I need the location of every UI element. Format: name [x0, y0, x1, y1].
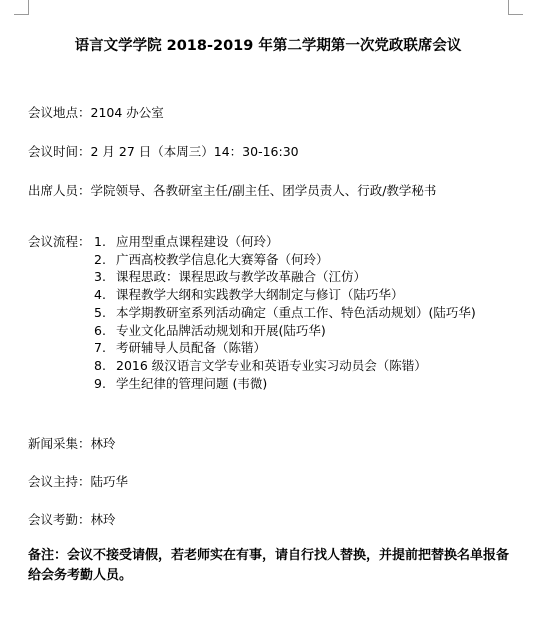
- agenda-item: [94, 322, 476, 340]
- remark-note: 备注：会议不接受请假，若老师实在有事，请自行找人替换，并提前把替换名单报备给会务考勤人员。: [28, 548, 510, 583]
- agenda-item: [94, 233, 476, 251]
- agenda-item-text: 学生纪律的管理问题 (韦微): [116, 375, 268, 391]
- agenda-item-text: 应用型重点课程建设（何玲）: [116, 234, 279, 249]
- agenda-item-text: 课程思政：课程思政与教学改革融合（江仿）: [116, 269, 367, 285]
- agenda-item-text: 本学期教研室系列活动确定（重点工作、特色活动规划）(陆巧华): [116, 304, 476, 320]
- meeting-host: 会议主持：陆巧华: [28, 474, 129, 489]
- agenda-item-number: 5.: [94, 304, 106, 320]
- meeting-time: 会议时间：2 月 27 日（本周三）14：30-16:30: [28, 144, 299, 159]
- agenda-item-text: 课程教学大纲和实践教学大纲制定与修订（陆巧华）: [116, 287, 404, 303]
- agenda-item-number: 9.: [94, 375, 106, 391]
- agenda-item-number: 2.: [94, 251, 106, 267]
- agenda-item-number: 3.: [94, 269, 106, 285]
- agenda-label: 会议流程：: [28, 234, 91, 249]
- agenda-item: [94, 375, 476, 393]
- agenda-item-number: 6.: [94, 322, 106, 338]
- agenda-item-text: 考研辅导人员配备（陈锴）: [116, 340, 267, 356]
- agenda-item: [94, 357, 476, 375]
- agenda-item-text: 广西高校教学信息化大赛筹备（何玲）: [116, 251, 329, 267]
- meeting-attendees: 出席人员：学院领导、各教研室主任/副主任、团学员责人、行政/教学秘书: [28, 183, 437, 198]
- meeting-location: 会议地点：2104 办公室: [28, 105, 164, 120]
- agenda-item-text: 2016 级汉语言文学专业和英语专业实习动员会（陈锴）: [116, 357, 427, 373]
- page-corner-mark-left: [14, 0, 29, 15]
- document-title: 语言文学学院 2018-2019 年第二学期第一次党政联席会议: [74, 38, 462, 54]
- agenda-item-number: 8.: [94, 357, 106, 373]
- agenda-item-number: 4.: [94, 287, 106, 303]
- page-corner-mark-right: [508, 0, 523, 15]
- attendance-keeper: 会议考勤：林玲: [28, 512, 116, 527]
- agenda-item: [94, 268, 476, 286]
- agenda-item-number: 1.: [94, 234, 106, 249]
- news-collector: 新闻采集：林玲: [28, 436, 116, 451]
- agenda-list: [94, 233, 476, 392]
- agenda-item: [94, 251, 476, 269]
- agenda-item: [94, 286, 476, 304]
- agenda-item: [94, 339, 476, 357]
- agenda-item-text: 专业文化品牌活动规划和开展(陆巧华): [116, 322, 326, 338]
- agenda-item: [94, 304, 476, 322]
- agenda-item-number: 7.: [94, 340, 106, 356]
